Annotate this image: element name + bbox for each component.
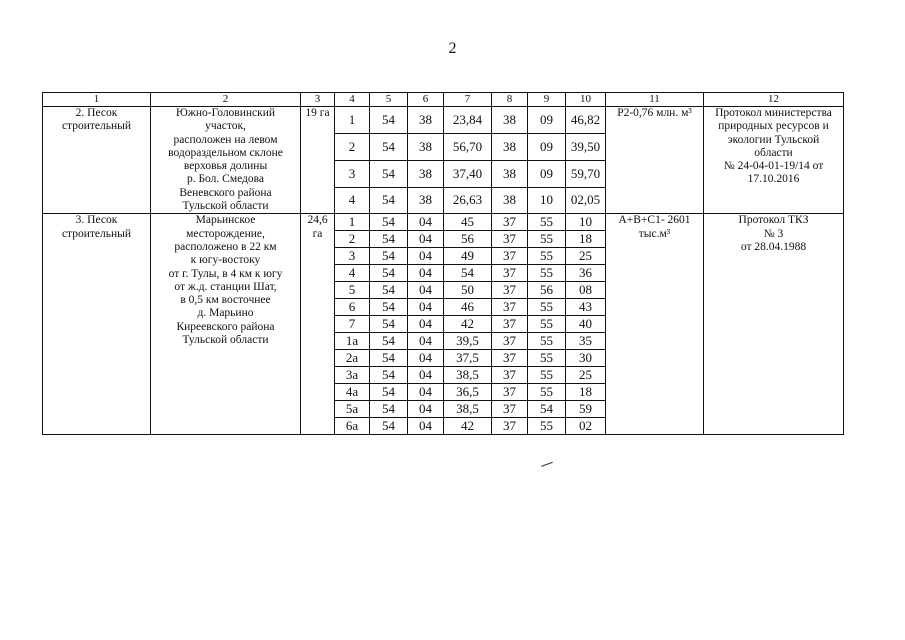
column-header-11: 11: [606, 93, 704, 107]
coordinate-cell: 54: [370, 384, 408, 401]
coordinate-cell: 18: [566, 231, 606, 248]
coordinate-cell: 54: [370, 401, 408, 418]
coordinate-cell: 54: [370, 248, 408, 265]
page-number: 2: [448, 40, 457, 57]
coordinate-cell: 54: [444, 265, 492, 282]
coordinate-cell: 30: [566, 350, 606, 367]
coordinate-cell: 04: [408, 248, 444, 265]
point-number-cell: 1: [335, 214, 370, 231]
coordinate-cell: 37: [492, 265, 528, 282]
column-header-4: 4: [335, 93, 370, 107]
coordinate-cell: 55: [528, 418, 566, 435]
coordinate-cell: 38: [408, 107, 444, 134]
coordinate-cell: 37,5: [444, 350, 492, 367]
point-number-cell: 5а: [335, 401, 370, 418]
coordinate-cell: 42: [444, 316, 492, 333]
column-header-12: 12: [704, 93, 844, 107]
point-number-cell: 4а: [335, 384, 370, 401]
coordinate-cell: 55: [528, 367, 566, 384]
column-header-1: 1: [43, 93, 151, 107]
coordinate-cell: 55: [528, 265, 566, 282]
protocol-cell: Протокол министерства природных ресурсов и экологии Тульской области № 24-04-01-19/14 от 17.10.2016: [704, 107, 844, 214]
coordinate-cell: 38: [492, 187, 528, 214]
coordinate-cell: 35: [566, 333, 606, 350]
resources-cell: A+B+C1- 2601 тыс.м³: [606, 214, 704, 435]
coordinate-cell: 54: [370, 231, 408, 248]
coordinate-cell: 25: [566, 367, 606, 384]
coordinate-cell: 59,70: [566, 160, 606, 187]
coordinate-cell: 38,5: [444, 401, 492, 418]
coordinate-cell: 54: [528, 401, 566, 418]
coordinate-cell: 09: [528, 133, 566, 160]
column-header-6: 6: [408, 93, 444, 107]
coordinate-cell: 37: [492, 316, 528, 333]
coordinate-cell: 04: [408, 384, 444, 401]
point-number-cell: 2а: [335, 350, 370, 367]
point-number-cell: 4: [335, 187, 370, 214]
coordinate-cell: 46,82: [566, 107, 606, 134]
point-number-cell: 1: [335, 107, 370, 134]
coordinate-cell: 39,50: [566, 133, 606, 160]
area-cell: 24,6 га: [301, 214, 335, 435]
coordinate-cell: 54: [370, 350, 408, 367]
pen-mark: [539, 456, 553, 467]
coordinate-cell: 55: [528, 231, 566, 248]
coordinate-cell: 37: [492, 231, 528, 248]
coordinate-cell: 02: [566, 418, 606, 435]
point-number-cell: 4: [335, 265, 370, 282]
coordinate-cell: 55: [528, 333, 566, 350]
coordinate-cell: 04: [408, 367, 444, 384]
point-number-cell: 6а: [335, 418, 370, 435]
area-cell: 19 га: [301, 107, 335, 214]
coordinate-cell: 09: [528, 160, 566, 187]
coordinate-cell: 43: [566, 299, 606, 316]
coordinate-cell: 04: [408, 401, 444, 418]
point-number-cell: 1а: [335, 333, 370, 350]
coordinate-cell: 26,63: [444, 187, 492, 214]
coordinate-cell: 04: [408, 333, 444, 350]
column-header-2: 2: [151, 93, 301, 107]
coordinate-cell: 04: [408, 282, 444, 299]
coordinate-cell: 59: [566, 401, 606, 418]
coordinate-cell: 04: [408, 231, 444, 248]
coordinate-cell: 42: [444, 418, 492, 435]
coordinate-cell: 37: [492, 299, 528, 316]
coordinate-cell: 37: [492, 418, 528, 435]
coordinate-cell: 10: [528, 187, 566, 214]
coordinate-cell: 08: [566, 282, 606, 299]
table-row: [43, 214, 844, 231]
coordinate-cell: 55: [528, 299, 566, 316]
coordinate-cell: 37,40: [444, 160, 492, 187]
table-body: [43, 107, 844, 435]
coordinate-cell: 54: [370, 160, 408, 187]
coordinate-cell: 56: [528, 282, 566, 299]
column-header-10: 10: [566, 93, 606, 107]
point-number-cell: 6: [335, 299, 370, 316]
coordinate-cell: 04: [408, 299, 444, 316]
coordinate-cell: 38: [408, 133, 444, 160]
coordinate-cell: 54: [370, 214, 408, 231]
coordinate-cell: 54: [370, 367, 408, 384]
coordinate-cell: 54: [370, 133, 408, 160]
coordinate-cell: 55: [528, 316, 566, 333]
coordinate-cell: 18: [566, 384, 606, 401]
coordinate-cell: 46: [444, 299, 492, 316]
coordinate-cell: 54: [370, 299, 408, 316]
column-header-8: 8: [492, 93, 528, 107]
resources-cell: Р2-0,76 млн. м³: [606, 107, 704, 214]
coordinate-cell: 55: [528, 350, 566, 367]
location-cell: Марьинское месторождение, расположено в 22 км к югу-востоку от г. Тулы, в 4 км к югу от ж.д. станции Шат, в 0,5 км восточнее д. Марьино Киреевского района Тульской области: [151, 214, 301, 435]
coordinate-cell: 54: [370, 418, 408, 435]
coordinate-cell: 10: [566, 214, 606, 231]
column-number-row: [43, 93, 844, 107]
coordinate-cell: 49: [444, 248, 492, 265]
coordinate-cell: 25: [566, 248, 606, 265]
coordinate-cell: 38: [492, 133, 528, 160]
coordinate-cell: 36,5: [444, 384, 492, 401]
column-header-9: 9: [528, 93, 566, 107]
coordinate-cell: 04: [408, 214, 444, 231]
coordinate-cell: 02,05: [566, 187, 606, 214]
coordinate-cell: 23,84: [444, 107, 492, 134]
coordinate-cell: 04: [408, 350, 444, 367]
point-number-cell: 2: [335, 133, 370, 160]
coordinate-cell: 37: [492, 384, 528, 401]
coordinate-cell: 38: [408, 160, 444, 187]
coordinate-cell: 54: [370, 265, 408, 282]
point-number-cell: 7: [335, 316, 370, 333]
protocol-cell: Протокол ТКЗ № 3 от 28.04.1988: [704, 214, 844, 435]
point-number-cell: 3: [335, 160, 370, 187]
coordinate-cell: 04: [408, 316, 444, 333]
coordinate-cell: 04: [408, 265, 444, 282]
point-number-cell: 2: [335, 231, 370, 248]
coordinate-cell: 54: [370, 187, 408, 214]
coordinate-cell: 37: [492, 214, 528, 231]
coordinates-table: [42, 92, 844, 435]
coordinate-cell: 50: [444, 282, 492, 299]
point-number-cell: 3: [335, 248, 370, 265]
coordinate-cell: 09: [528, 107, 566, 134]
coordinate-cell: 36: [566, 265, 606, 282]
coordinate-cell: 56: [444, 231, 492, 248]
coordinate-cell: 55: [528, 384, 566, 401]
column-header-7: 7: [444, 93, 492, 107]
coordinate-cell: 54: [370, 316, 408, 333]
coordinate-cell: 56,70: [444, 133, 492, 160]
coordinate-cell: 37: [492, 367, 528, 384]
location-cell: Южно-Головинский участок, расположен на левом водораздельном склоне верховья долины р. Бол. Смедова Веневского района Тульской области: [151, 107, 301, 214]
coordinate-cell: 54: [370, 107, 408, 134]
coordinate-cell: 38,5: [444, 367, 492, 384]
coordinate-cell: 04: [408, 418, 444, 435]
coordinate-cell: 40: [566, 316, 606, 333]
coordinate-cell: 55: [528, 214, 566, 231]
column-header-5: 5: [370, 93, 408, 107]
coordinate-cell: 55: [528, 248, 566, 265]
coordinate-cell: 38: [408, 187, 444, 214]
coordinate-cell: 54: [370, 333, 408, 350]
coordinate-cell: 37: [492, 248, 528, 265]
material-cell: 3. Песок строительный: [43, 214, 151, 435]
coordinate-cell: 37: [492, 401, 528, 418]
table-row: [43, 107, 844, 134]
coordinate-cell: 37: [492, 282, 528, 299]
coordinate-cell: 37: [492, 333, 528, 350]
coordinate-cell: 38: [492, 107, 528, 134]
column-header-3: 3: [301, 93, 335, 107]
coordinate-cell: 37: [492, 350, 528, 367]
point-number-cell: 5: [335, 282, 370, 299]
coordinate-cell: 38: [492, 160, 528, 187]
point-number-cell: 3а: [335, 367, 370, 384]
material-cell: 2. Песок строительный: [43, 107, 151, 214]
coordinate-cell: 39,5: [444, 333, 492, 350]
coordinate-cell: 45: [444, 214, 492, 231]
coordinate-cell: 54: [370, 282, 408, 299]
